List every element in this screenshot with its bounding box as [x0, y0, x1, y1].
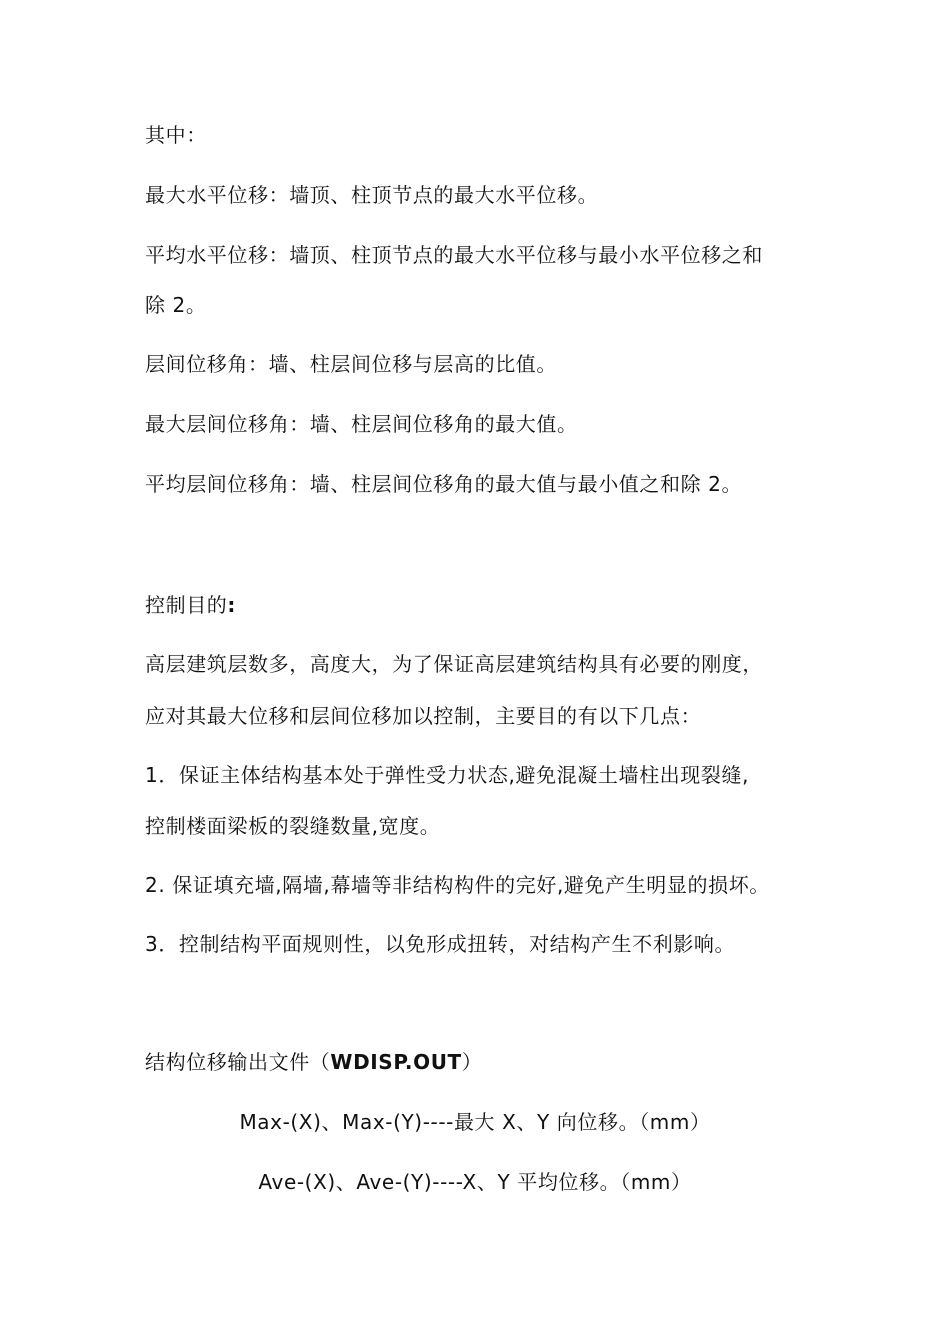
definition-interstory-drift-angle: 层间位移角：墙、柱层间位移与层高的比值。	[145, 352, 557, 376]
control-purpose-heading-text: 控制目的	[145, 593, 228, 617]
control-point-1-line2: 控制楼面梁板的裂缝数量,宽度。	[145, 814, 441, 838]
output-file-title-prefix: 结构位移输出文件（	[145, 1050, 331, 1074]
definition-max-interstory-drift-angle: 最大层间位移角：墙、柱层间位移角的最大值。	[145, 412, 578, 436]
output-file-title	[145, 1048, 482, 1076]
output-file-filename: WDISP.OUT	[330, 1050, 462, 1074]
intro-text: 其中：	[145, 123, 207, 147]
control-purpose-heading	[145, 591, 236, 619]
output-ave-displacement-line: Ave-(X)、Ave-(Y)----X、Y 平均位移。（mm）	[258, 1170, 692, 1194]
definition-avg-horizontal-displacement-line2: 除 2。	[145, 293, 207, 317]
definition-avg-horizontal-displacement-line1: 平均水平位移：墙顶、柱顶节点的最大水平位移与最小水平位移之和	[145, 243, 763, 267]
definition-avg-interstory-drift-angle: 平均层间位移角：墙、柱层间位移角的最大值与最小值之和除 2。	[145, 472, 743, 496]
control-point-1-line1: 1．保证主体结构基本处于弹性受力状态,避免混凝土墙柱出现裂缝,	[145, 763, 750, 787]
control-purpose-intro-line2: 应对其最大位移和层间位移加以控制，主要目的有以下几点：	[145, 704, 702, 728]
definition-max-horizontal-displacement: 最大水平位移：墙顶、柱顶节点的最大水平位移。	[145, 183, 599, 207]
control-purpose-intro-line1: 高层建筑层数多，高度大，为了保证高层建筑结构具有必要的刚度，	[145, 652, 763, 676]
control-point-3: 3．控制结构平面规则性，以免形成扭转，对结构产生不利影响。	[145, 932, 736, 956]
output-max-displacement-line: Max-(X)、Max-(Y)----最大 X、Y 向位移。（mm）	[239, 1110, 711, 1134]
output-file-title-suffix: ）	[461, 1050, 483, 1074]
control-point-2: 2. 保证填充墙,隔墙,幕墙等非结构构件的完好,避免产生明显的损坏。	[145, 873, 770, 897]
control-purpose-heading-colon: :	[227, 593, 237, 617]
